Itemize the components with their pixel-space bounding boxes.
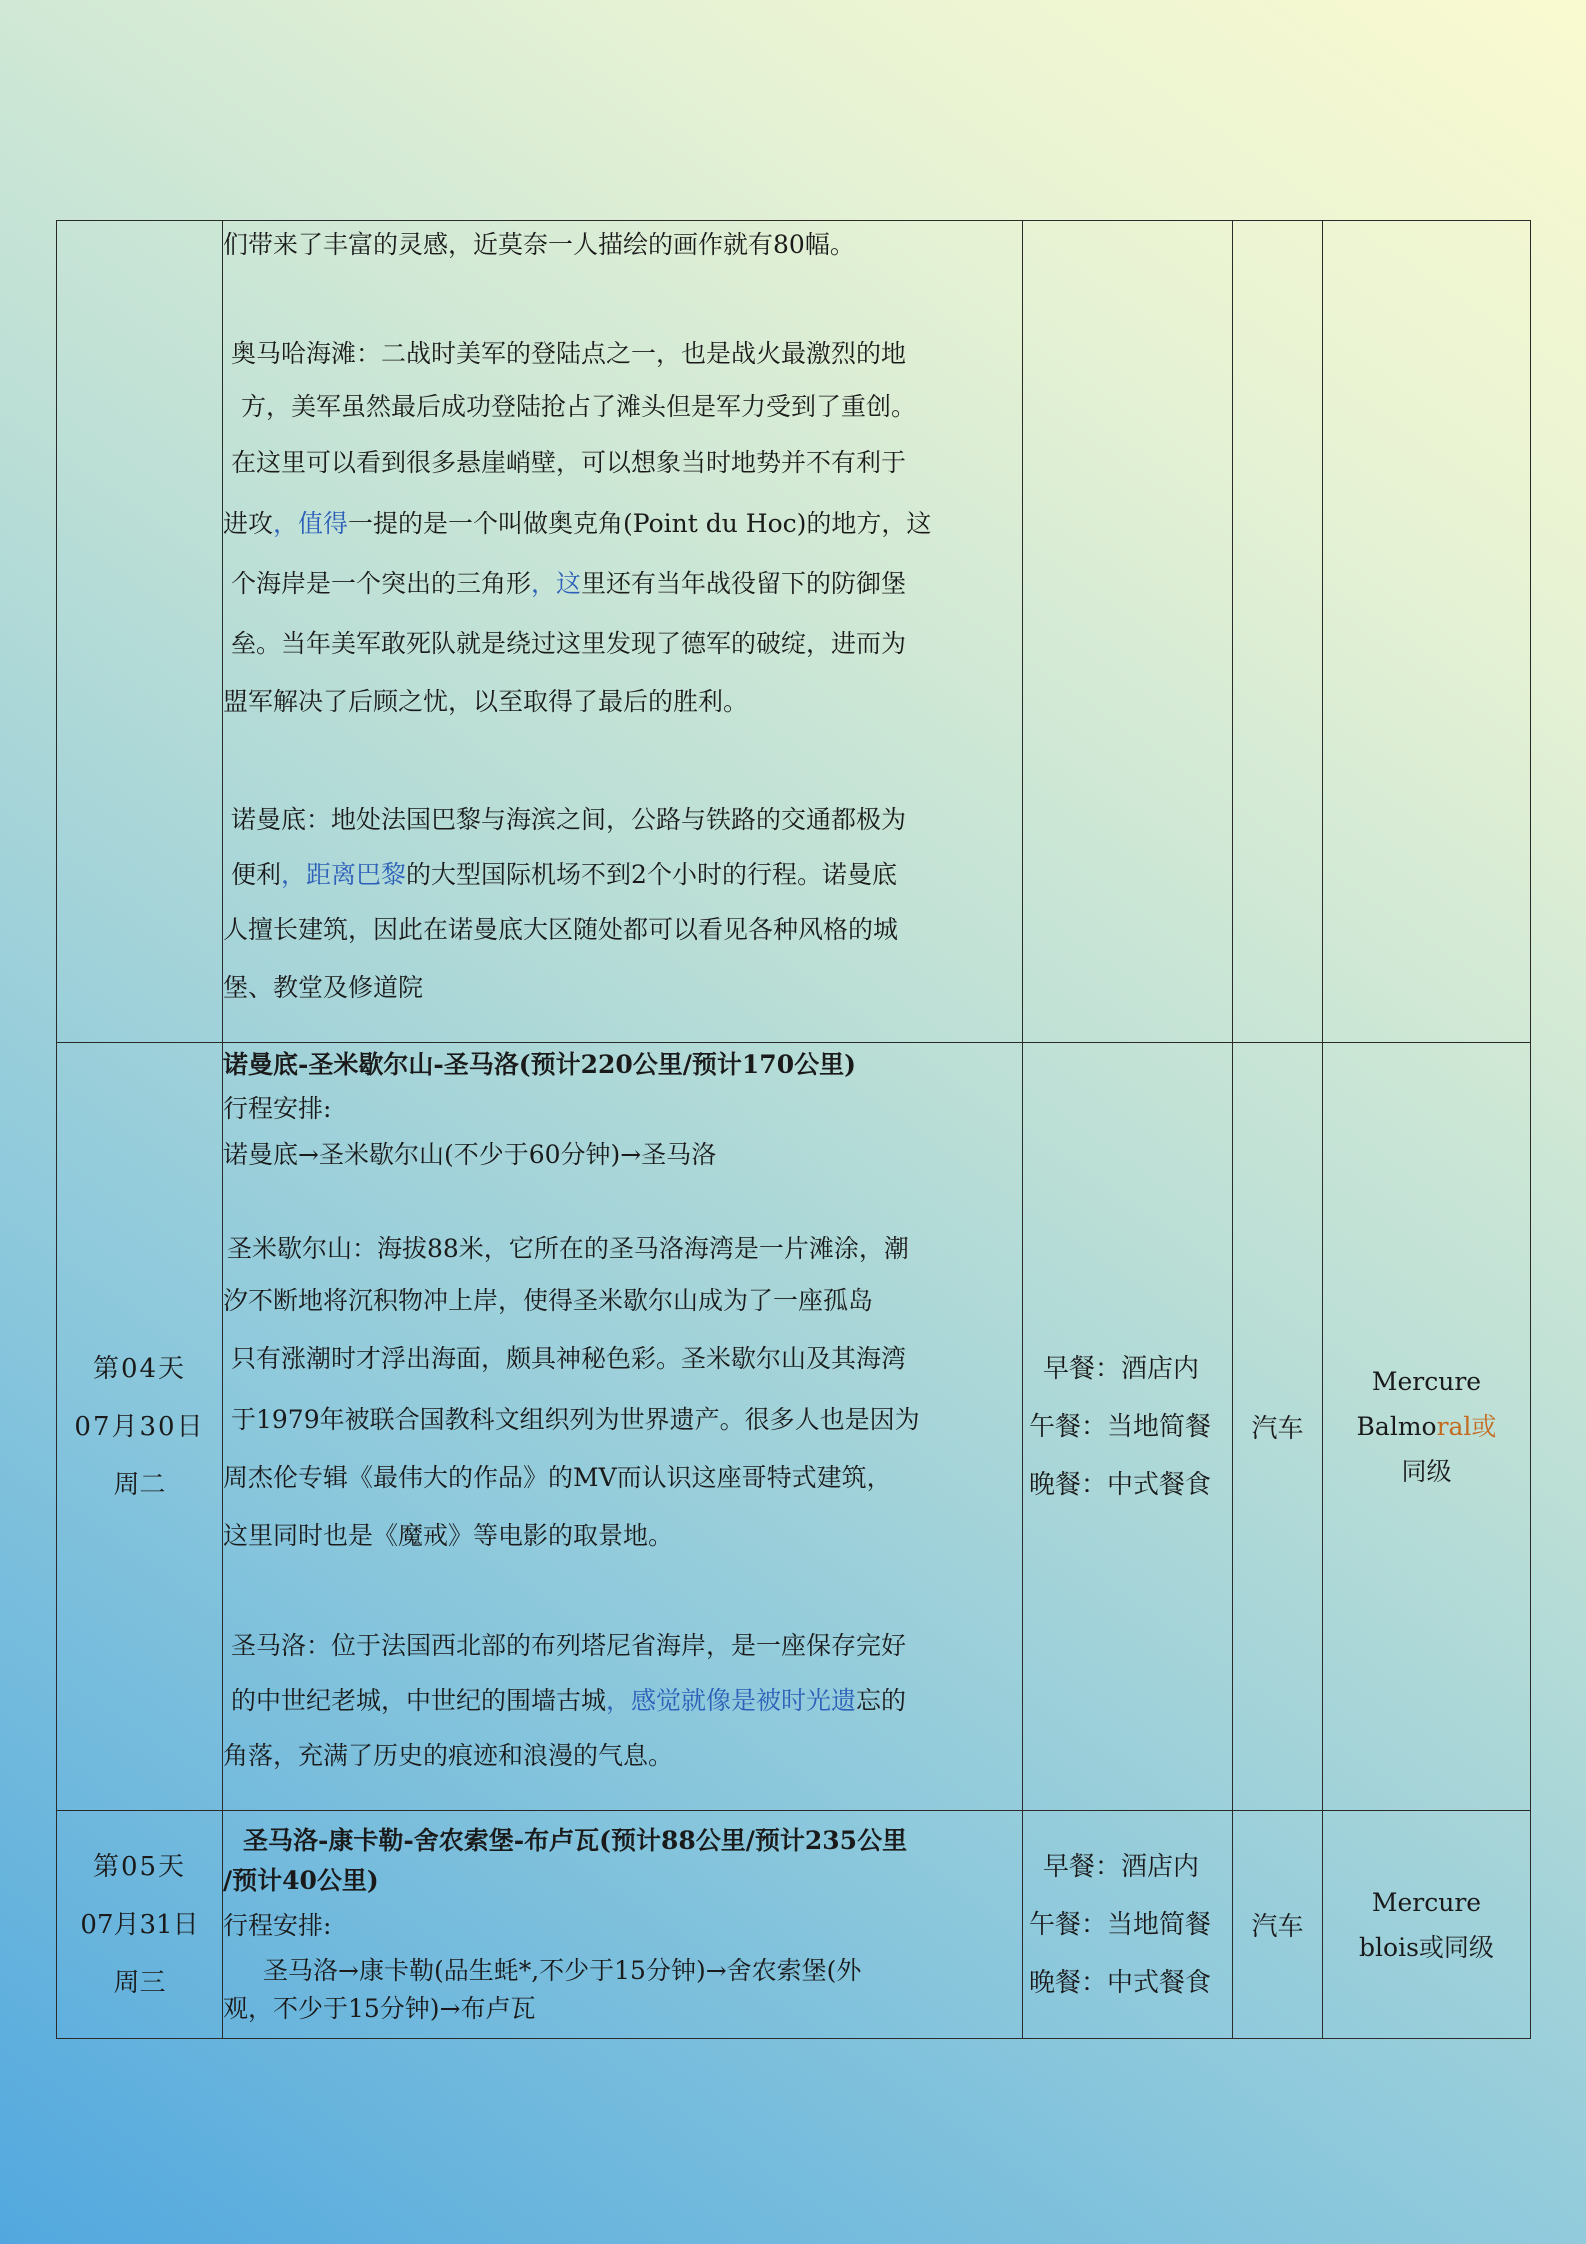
breakfast: 早餐：酒店内 [1043,1851,1200,1882]
text-line: 的中世纪老城，中世纪的围墙古城，感觉就像是被时光遗忘的 [231,1686,907,1715]
saint-malo-section [223,1617,1022,1785]
itinerary-row-day5 [57,1811,1531,2039]
breakfast: 早餐：酒店内 [1043,1353,1200,1384]
itinerary-table [56,220,1531,2039]
mont-saint-michel-section [223,1223,1022,1565]
transport-value: 汽车 [1251,1414,1304,1444]
day-cell [57,1043,223,1811]
hotel-line: 同级 [1401,1457,1452,1486]
text-line: 这里同时也是《魔戒》等电影的取景地。 [223,1521,674,1550]
hotel-cell [1323,1811,1531,2039]
text-line: 只有涨潮时才浮出海面，颇具神秘色彩。圣米歇尔山及其海湾 [231,1344,907,1373]
text-line: 人擅长建筑，因此在诺曼底大区随处都可以看见各种风格的城 [223,915,899,944]
route-line: 诺曼底→圣米歇尔山(不少于60分钟)→圣马洛 [223,1140,717,1169]
day-weekday: 周二 [113,1469,166,1500]
meal-cell [1023,1043,1233,1811]
text-line: 于1979年被联合国教科文组织列为世界遗产。很多人也是因为 [231,1405,920,1434]
dinner: 晚餐：中式餐食 [1029,1469,1212,1500]
description-cell [223,221,1023,1043]
description-cell [223,1043,1023,1811]
route-line: 圣马洛→康卡勒(品生蚝*,不少于15分钟)→舍农索堡(外 [263,1956,862,1985]
text-line: 在这里可以看到很多悬崖峭壁，可以想象当时地势并不有利于 [231,448,907,477]
schedule-label: 行程安排: [223,1911,332,1940]
text-line: 汐不断地将沉积物冲上岸，使得圣米歇尔山成为了一座孤岛 [223,1286,874,1315]
text-line: 圣米歇尔山：海拔88米，它所在的圣马洛海湾是一片滩涂，潮 [227,1234,909,1263]
hotel-line: Balmoral或 [1356,1412,1497,1441]
lunch: 午餐：当地简餐 [1029,1909,1212,1940]
hotel-cell [1323,1043,1531,1811]
day-date: 07月31日 [80,1909,199,1940]
description-paragraph: 们带来了丰富的灵感，近莫奈一人描绘的画作就有80幅。 [223,230,855,259]
hotel-cell-empty [1323,221,1531,1043]
transport-cell [1233,1811,1323,2039]
text-line: 堡、教堂及修道院 [223,973,424,1002]
text-line: 方，美军虽然最后成功登陆抢占了滩头但是军力受到了重创。 [241,392,917,421]
text-line: 便利，距离巴黎的大型国际机场不到2个小时的行程。诺曼底 [231,860,897,889]
day-title: /预计40公里) [223,1866,379,1895]
text-line: 盟军解决了后顾之忧，以至取得了最后的胜利。 [223,687,749,716]
omaha-beach-section [223,325,1022,731]
text-line: 周杰伦专辑《最伟大的作品》的MV而认识这座哥特式建筑， [223,1463,892,1492]
normandy-section [223,791,1022,1017]
text-line: 诺曼底：地处法国巴黎与海滨之间，公路与铁路的交通都极为 [231,805,907,834]
day-title: 圣马洛-康卡勒-舍农索堡-布卢瓦(预计88公里/预计235公里 [243,1826,908,1855]
itinerary-row-day4 [57,1043,1531,1811]
route-line: 观，不少于15分钟)→布卢瓦 [223,1994,536,2023]
hotel-line: blois或同级 [1359,1932,1494,1962]
text-line: 个海岸是一个突出的三角形，这里还有当年战役留下的防御堡 [231,569,907,598]
lunch: 午餐：当地简餐 [1029,1411,1212,1442]
itinerary-row-continued [57,221,1531,1043]
day-number: 第04天 [92,1353,187,1384]
transport-cell [1233,1043,1323,1811]
hotel-line: Mercure [1371,1887,1482,1917]
day-weekday: 周三 [113,1967,166,1998]
day-cell [57,1811,223,2039]
text-line: 圣马洛：位于法国西北部的布列塔尼省海岸，是一座保存完好 [231,1631,907,1660]
description-cell [223,1811,1023,2039]
text-line: 垒。当年美军敢死队就是绕过这里发现了德军的破绽，进而为 [231,629,907,658]
day-number: 第05天 [92,1851,187,1882]
text-line: 奥马哈海滩：二战时美军的登陆点之一，也是战火最激烈的地 [231,339,907,368]
meal-cell [1023,1811,1233,2039]
day-title: 诺曼底-圣米歇尔山-圣马洛(预计220公里/预计170公里) [223,1050,856,1079]
transport-cell-empty [1233,221,1323,1043]
dinner: 晚餐：中式餐食 [1029,1967,1212,1998]
meal-cell-empty [1023,221,1233,1043]
transport-value: 汽车 [1251,1912,1304,1942]
day-cell-empty [57,221,223,1043]
hotel-line: Mercure [1371,1367,1482,1396]
text-line: 进攻，值得一提的是一个叫做奥克角(Point du Hoc)的地方，这 [223,509,932,538]
text-line: 角落，充满了历史的痕迹和浪漫的气息。 [223,1741,674,1770]
schedule-label: 行程安排: [223,1094,332,1123]
day-date: 07月30日 [74,1411,205,1442]
